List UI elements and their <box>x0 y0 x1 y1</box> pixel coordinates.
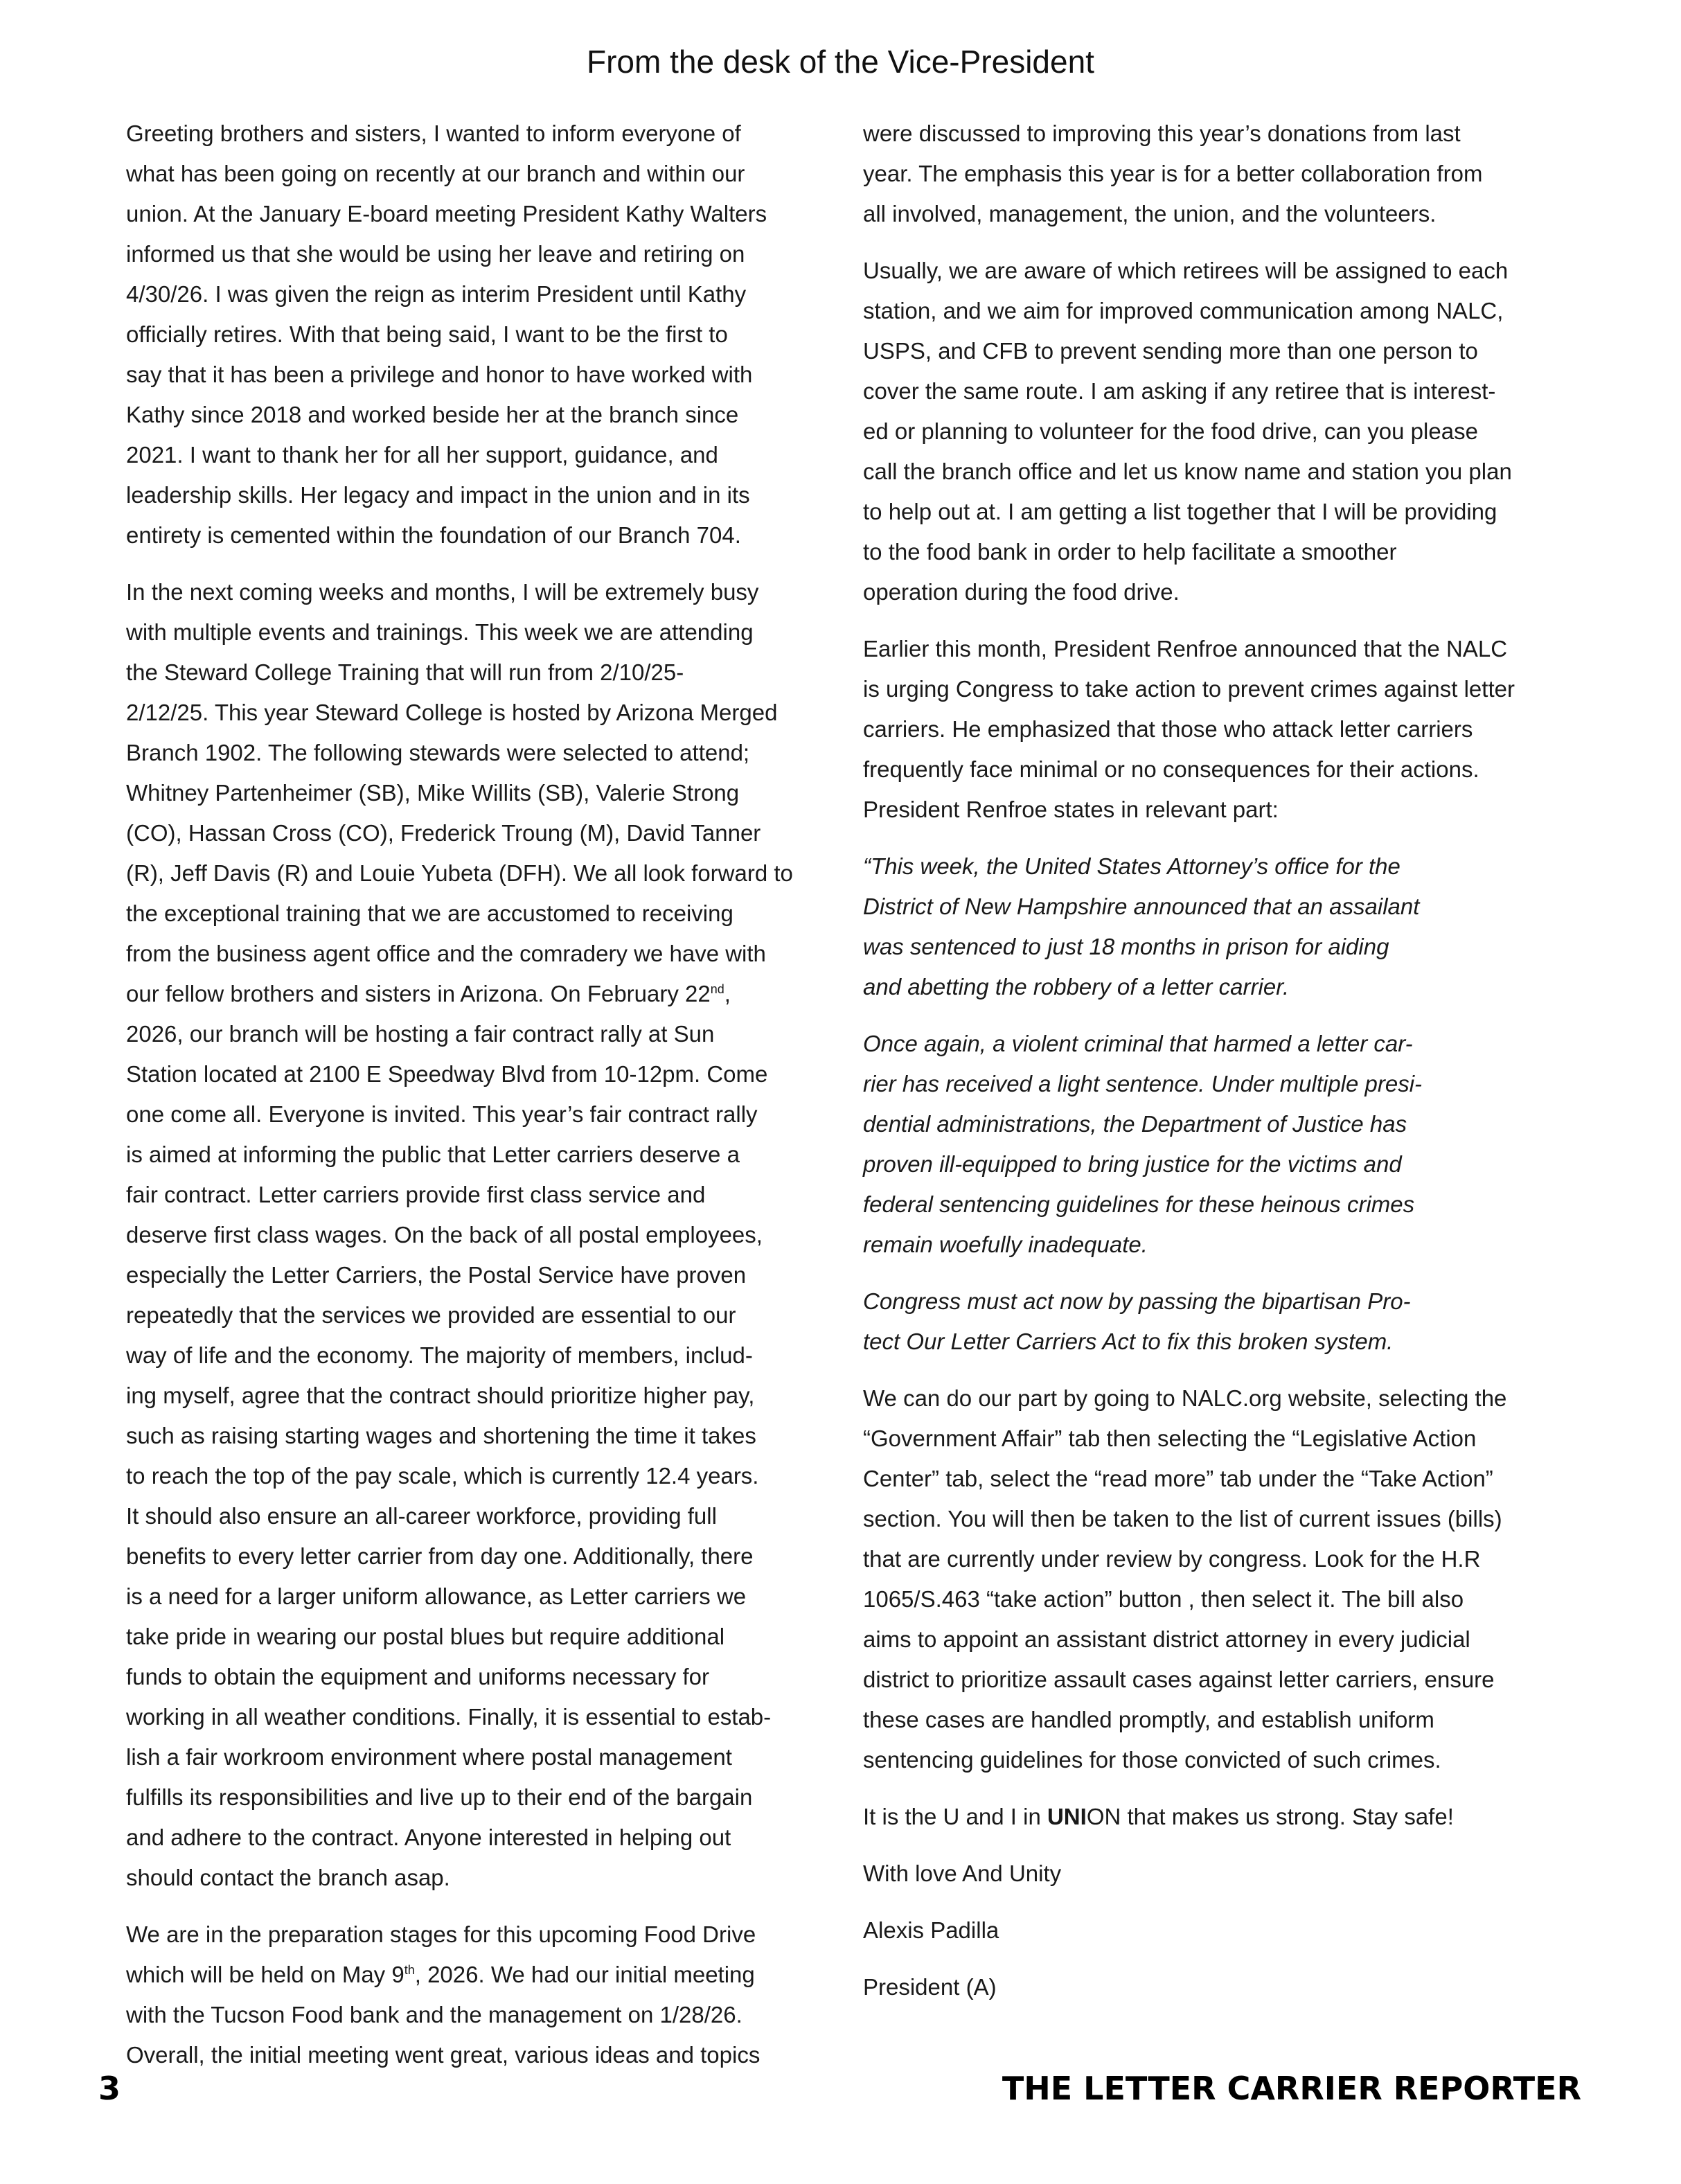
text-line: union. At the January E-board meeting President Kathy Walters <box>126 201 767 227</box>
text-line: rier has received a light sentence. Under multiple presi- <box>863 1071 1423 1097</box>
text-line: remain woefully inadequate. <box>863 1232 1148 1257</box>
text-line: was sentenced to just 18 months in prison for aiding <box>863 934 1389 959</box>
text-line: In the next coming weeks and months, I will be extremely busy <box>126 579 759 605</box>
text-line: 2/12/25. This year Steward College is hosted by Arizona Merged <box>126 700 778 725</box>
text-line: It should also ensure an all-career workforce, providing full <box>126 1503 717 1529</box>
text-line: what has been going on recently at our branch and within our <box>126 161 745 186</box>
text-line: operation during the food drive. <box>863 579 1180 605</box>
text-line: Branch 1902. The following stewards were selected to attend; <box>126 740 750 765</box>
paragraph-events <box>126 572 863 1898</box>
paragraph-donations <box>863 114 1589 234</box>
text-line: funds to obtain the equipment and uniforms necessary for <box>126 1664 709 1689</box>
text-line: aims to appoint an assistant district attorney in every judicial <box>863 1626 1470 1652</box>
text-line <box>126 1955 863 1995</box>
superscript: th <box>404 1963 415 1977</box>
text-line: take pride in wearing our postal blues but require additional <box>126 1624 725 1649</box>
text-line: to help out at. I am getting a list together that I will be providing <box>863 499 1497 524</box>
text-line: from the business agent office and the comradery we have with <box>126 941 766 966</box>
text-fragment: our fellow brothers and sisters in Arizona. On February 22 <box>126 981 711 1006</box>
text-line: were discussed to improving this year’s donations from last <box>863 121 1461 146</box>
text-line: working in all weather conditions. Finally, it is essential to estab- <box>126 1704 772 1730</box>
text-line: Kathy since 2018 and worked beside her at the branch since <box>126 402 739 427</box>
text-line: the Steward College Training that will run from 2/10/25- <box>126 659 684 685</box>
text-line: ing myself, agree that the contract should prioritize higher pay, <box>126 1383 755 1408</box>
text-line: that are currently under review by congress. Look for the H.R <box>863 1546 1481 1572</box>
text-line: Center” tab, select the “read more” tab under the “Take Action” <box>863 1466 1493 1491</box>
text-line: one come all. Everyone is invited. This year’s fair contract rally <box>126 1101 758 1127</box>
text-line: benefits to every letter carrier from day one. Additionally, there <box>126 1543 754 1569</box>
text-line: informed us that she would be using her leave and retiring on <box>126 241 745 267</box>
text-line: President Renfroe states in relevant part: <box>863 797 1279 822</box>
text-line: cover the same route. I am asking if any retiree that is interest- <box>863 378 1496 404</box>
paragraph-retirees <box>863 251 1589 612</box>
right-column <box>863 114 1589 2024</box>
text-line: We can do our part by going to NALC.org website, selecting the <box>863 1385 1507 1411</box>
bold-fragment: UNI <box>1047 1804 1087 1829</box>
text-line: We are in the preparation stages for this upcoming Food Drive <box>126 1921 756 1947</box>
text-line: Overall, the initial meeting went great, various ideas and topics <box>126 2042 761 2068</box>
text-line: such as raising starting wages and shortening the time it takes <box>126 1423 756 1448</box>
text-line: year. The emphasis this year is for a better collaboration from <box>863 161 1483 186</box>
text-line: “Government Affair” tab then selecting the “Legislative Action <box>863 1426 1477 1451</box>
text-fragment: , <box>724 981 731 1006</box>
text-line: dential administrations, the Department of Justice has <box>863 1111 1407 1137</box>
text-line: (CO), Hassan Cross (CO), Frederick Troung (M), David Tanner <box>126 820 761 846</box>
text-fragment: It is the U and I in <box>863 1804 1047 1829</box>
page-number: 3 <box>98 2070 121 2107</box>
paragraph-action <box>863 1378 1589 1780</box>
text-line: proven ill-equipped to bring justice for the victims and <box>863 1151 1402 1177</box>
publication-title: THE LETTER CARRIER REPORTER <box>1002 2070 1581 2107</box>
text-line: to reach the top of the pay scale, which is currently 12.4 years. <box>126 1463 759 1489</box>
text-line: is a need for a larger uniform allowance, as Letter carriers we <box>126 1583 747 1609</box>
left-column <box>126 114 863 2092</box>
text-line: officially retires. With that being said, I want to be the first to <box>126 321 728 347</box>
text-line <box>126 974 863 1014</box>
paragraph-food-drive <box>126 1915 863 2075</box>
text-line: with multiple events and trainings. This week we are attending <box>126 619 754 645</box>
quote-paragraph <box>863 846 1589 1007</box>
text-line: and adhere to the contract. Anyone interested in helping out <box>126 1825 731 1850</box>
text-line: entirety is cemented within the foundation of our Branch 704. <box>126 522 741 548</box>
text-line: Whitney Partenheimer (SB), Mike Willits (SB), Valerie Strong <box>126 780 740 806</box>
text-line: frequently face minimal or no consequences for their actions. <box>863 756 1479 782</box>
text-line: station, and we aim for improved communication among NALC, <box>863 298 1504 323</box>
text-line: tect Our Letter Carriers Act to fix this broken system. <box>863 1329 1394 1354</box>
text-fragment: which will be held on May 9 <box>126 1962 404 1987</box>
text-line: lish a fair workroom environment where postal management <box>126 1744 732 1770</box>
text-line: 2026, our branch will be hosting a fair contract rally at Sun <box>126 1021 715 1047</box>
quote-paragraph <box>863 1281 1589 1362</box>
text-line: federal sentencing guidelines for these heinous crimes <box>863 1191 1415 1217</box>
text-fragment: ON that makes us strong. Stay safe! <box>1086 1804 1454 1829</box>
text-line: is urging Congress to take action to prevent crimes against letter <box>863 676 1515 702</box>
text-fragment: , 2026. We had our initial meeting <box>414 1962 755 1987</box>
text-line: call the branch office and let us know name and station you plan <box>863 459 1512 484</box>
text-line: say that it has been a privilege and honor to have worked with <box>126 362 753 387</box>
text-line: District of New Hampshire announced that an assailant <box>863 894 1420 919</box>
text-line: 1065/S.463 “take action” button , then select it. The bill also <box>863 1586 1464 1612</box>
text-line: leadership skills. Her legacy and impact in the union and in its <box>126 482 750 508</box>
text-line: is aimed at informing the public that Letter carriers deserve a <box>126 1142 740 1167</box>
closing: With love And Unity <box>863 1861 1062 1886</box>
text-line: Greeting brothers and sisters, I wanted to inform everyone of <box>126 121 741 146</box>
text-line: these cases are handled promptly, and establish uniform <box>863 1707 1434 1732</box>
signature: Alexis Padilla <box>863 1917 999 1943</box>
text-line: with the Tucson Food bank and the management on 1/28/26. <box>126 2002 742 2027</box>
text-line: especially the Letter Carriers, the Postal Service have proven <box>126 1262 747 1288</box>
text-line: fair contract. Letter carriers provide first class service and <box>126 1182 706 1207</box>
text-line: to the food bank in order to help facilitate a smoother <box>863 539 1397 565</box>
union-line <box>863 1797 1589 1837</box>
text-line: Station located at 2100 E Speedway Blvd from 10-12pm. Come <box>126 1061 768 1087</box>
text-line: Once again, a violent criminal that harmed a letter car- <box>863 1031 1413 1056</box>
text-line: 4/30/26. I was given the reign as interim President until Kathy <box>126 281 747 307</box>
text-line: all involved, management, the union, and the volunteers. <box>863 201 1437 227</box>
text-line: ed or planning to volunteer for the food drive, can you please <box>863 418 1478 444</box>
paragraph-renfroe <box>863 629 1589 830</box>
text-line: (R), Jeff Davis (R) and Louie Yubeta (DFH). We all look forward to <box>126 860 793 886</box>
signature-title: President (A) <box>863 1974 997 2000</box>
text-line: Usually, we are aware of which retirees will be assigned to each <box>863 258 1509 283</box>
text-line: USPS, and CFB to prevent sending more than one person to <box>863 338 1478 364</box>
text-line: section. You will then be taken to the list of current issues (bills) <box>863 1506 1502 1532</box>
text-line: Earlier this month, President Renfroe announced that the NALC <box>863 636 1508 662</box>
text-line: way of life and the economy. The majority of members, includ- <box>126 1342 753 1368</box>
paragraph-retirement <box>126 114 863 556</box>
text-line: Congress must act now by passing the bipartisan Pro- <box>863 1288 1411 1314</box>
text-line: 2021. I want to thank her for all her support, guidance, and <box>126 442 718 468</box>
superscript: nd <box>710 982 724 996</box>
text-line: carriers. He emphasized that those who attack letter carriers <box>863 716 1473 742</box>
text-line: “This week, the United States Attorney’s office for the <box>863 853 1400 879</box>
text-line: and abetting the robbery of a letter carrier. <box>863 974 1290 1000</box>
text-line: should contact the branch asap. <box>126 1865 450 1890</box>
text-line: sentencing guidelines for those convicted of such crimes. <box>863 1747 1441 1773</box>
text-line: deserve first class wages. On the back of all postal employees, <box>126 1222 763 1248</box>
text-line: fulfills its responsibilities and live up to their end of the bargain <box>126 1784 753 1810</box>
text-line: the exceptional training that we are accustomed to receiving <box>126 900 733 926</box>
page-title: From the desk of the Vice-President <box>587 44 1094 80</box>
text-line: district to prioritize assault cases against letter carriers, ensure <box>863 1667 1495 1692</box>
quote-paragraph <box>863 1024 1589 1265</box>
text-line: repeatedly that the services we provided are essential to our <box>126 1302 736 1328</box>
